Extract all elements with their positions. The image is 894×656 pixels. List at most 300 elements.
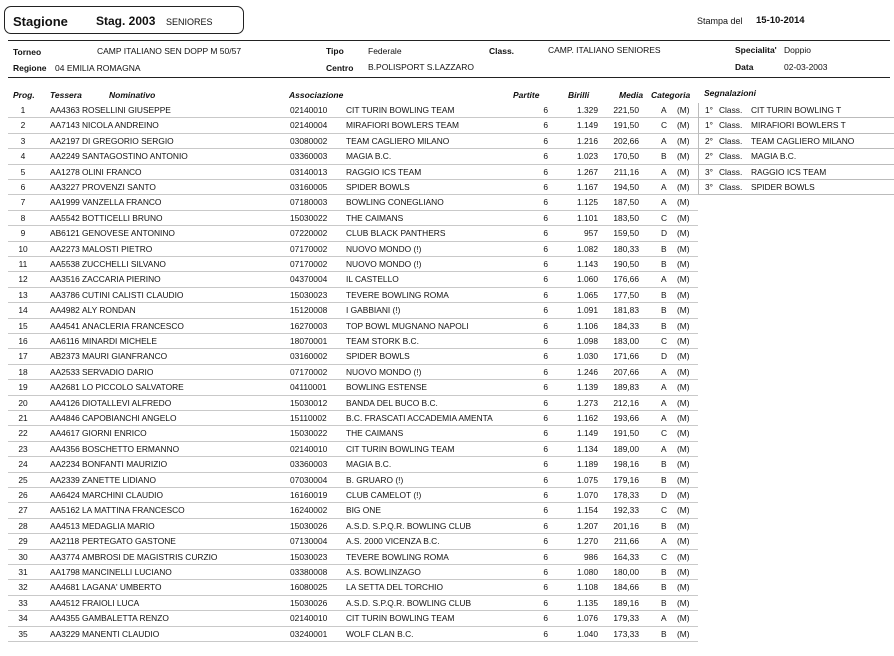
table-row xyxy=(0,288,894,303)
cell-media: 171,66 xyxy=(613,351,639,362)
cell-tessera: AA4355 xyxy=(50,613,80,624)
cell-partite: 6 xyxy=(543,505,548,516)
centro-value: B.POLISPORT S.LAZZARO xyxy=(368,62,474,72)
stampa-label: Stampa del xyxy=(697,16,743,26)
cell-partite: 6 xyxy=(543,490,548,500)
cell-associazione: CLUB BLACK PANTHERS xyxy=(346,228,446,239)
cell-codice: 03240001 xyxy=(290,628,328,639)
cell-codice: 16240002 xyxy=(290,505,328,516)
cell-codice: 02140010 xyxy=(290,443,328,454)
cell-media: 177,50 xyxy=(613,289,639,300)
segnalazione-label: Class. xyxy=(719,120,743,131)
cell-nominativo: BOTTICELLI BRUNO xyxy=(82,212,163,223)
cell-nominativo: MARCHINI CLAUDIO xyxy=(82,490,163,500)
cell-media: 164,33 xyxy=(613,551,639,562)
cell-nominativo: DI GREGORIO SERGIO xyxy=(82,135,174,146)
table-row xyxy=(0,257,894,272)
cell-sesso: (M) xyxy=(677,305,690,316)
cell-codice: 03360003 xyxy=(290,459,328,470)
segnalazione-team: TEAM CAGLIERO MILANO xyxy=(751,135,855,146)
torneo-label: Torneo xyxy=(13,47,42,57)
table-row xyxy=(0,580,894,595)
cell-prog: 33 xyxy=(18,597,28,608)
cell-codice: 15030026 xyxy=(290,597,328,608)
cell-codice: 04370004 xyxy=(290,274,328,285)
cell-partite: 6 xyxy=(543,597,548,608)
cell-codice: 02140010 xyxy=(290,105,328,115)
cell-nominativo: LA MATTINA FRANCESCO xyxy=(82,505,185,516)
cell-associazione: BOWLING ESTENSE xyxy=(346,382,427,393)
cell-sesso: (M) xyxy=(677,320,690,331)
cell-associazione: A.S. 2000 VICENZA B.C. xyxy=(346,536,440,547)
cell-codice: 15030022 xyxy=(290,428,328,439)
segnalazione-label: Class. xyxy=(719,182,743,192)
cell-sesso: (M) xyxy=(677,120,690,131)
cell-prog: 30 xyxy=(18,551,28,562)
cell-codice: 02140010 xyxy=(290,613,328,624)
table-row xyxy=(0,611,894,626)
cell-birilli: 1.125 xyxy=(577,197,598,208)
cell-associazione: WOLF CLAN B.C. xyxy=(346,628,414,639)
cell-sesso: (M) xyxy=(677,597,690,608)
cell-prog: 32 xyxy=(18,582,28,593)
cell-sesso: (M) xyxy=(677,212,690,223)
cell-nominativo: MEDAGLIA MARIO xyxy=(82,520,155,531)
cell-media: 180,33 xyxy=(613,243,639,254)
cell-associazione: BANDA DEL BUCO B.C. xyxy=(346,397,438,408)
cell-associazione: SPIDER BOWLS xyxy=(346,351,410,362)
cell-codice: 16160019 xyxy=(290,490,328,500)
cell-associazione: B.C. FRASCATI ACCADEMIA AMENTA xyxy=(346,413,493,423)
cell-nominativo: LO PICCOLO SALVATORE xyxy=(82,382,184,393)
info-rule xyxy=(8,77,890,78)
cell-tessera: AA4513 xyxy=(50,520,80,531)
cell-prog: 19 xyxy=(18,382,28,393)
cell-codice: 03360003 xyxy=(290,151,328,162)
col-tessera: Tessera xyxy=(50,90,82,100)
table-row xyxy=(0,442,894,457)
cell-media: 202,66 xyxy=(613,135,639,146)
col-associazione: Associazione xyxy=(289,90,344,100)
cell-associazione: CIT TURIN BOWLING TEAM xyxy=(346,443,455,454)
cell-codice: 15030023 xyxy=(290,551,328,562)
cell-media: 179,33 xyxy=(613,613,639,624)
cell-birilli: 1.040 xyxy=(577,628,598,639)
table-row xyxy=(0,226,894,241)
cell-sesso: (M) xyxy=(677,582,690,593)
cell-sesso: (M) xyxy=(677,351,690,362)
cell-nominativo: MINARDI MICHELE xyxy=(82,336,157,346)
cell-partite: 6 xyxy=(543,228,548,239)
cell-nominativo: GAMBALETTA RENZO xyxy=(82,613,169,624)
cell-media: 212,16 xyxy=(613,397,639,408)
cell-prog: 29 xyxy=(18,536,28,547)
cell-sesso: (M) xyxy=(677,628,690,639)
cell-birilli: 1.167 xyxy=(577,182,598,192)
segnalazione-item xyxy=(698,149,894,164)
class-value: CAMP. ITALIANO SENIORES xyxy=(548,45,661,55)
cell-categoria: A xyxy=(661,105,667,115)
tipo-value: Federale xyxy=(368,46,402,56)
segnalazione-pos: 1° xyxy=(705,120,714,131)
cell-partite: 6 xyxy=(543,567,548,577)
segnalazione-pos: 2° xyxy=(705,151,714,162)
cell-associazione: BIG ONE xyxy=(346,505,381,516)
cell-sesso: (M) xyxy=(677,336,690,346)
table-row xyxy=(0,396,894,411)
table-row xyxy=(0,242,894,257)
cell-codice: 02140004 xyxy=(290,120,328,131)
segnalazione-team: CIT TURIN BOWLING T xyxy=(751,105,842,115)
cell-birilli: 1.135 xyxy=(577,597,598,608)
cell-prog: 17 xyxy=(18,351,28,362)
cell-tessera: AA4681 xyxy=(50,582,80,593)
cell-media: 211,66 xyxy=(614,536,639,547)
cell-sesso: (M) xyxy=(677,490,690,500)
cell-categoria: A xyxy=(661,397,667,408)
cell-codice: 07170002 xyxy=(290,259,328,269)
cell-sesso: (M) xyxy=(677,243,690,254)
cell-partite: 6 xyxy=(543,366,548,377)
cell-codice: 15030026 xyxy=(290,520,328,531)
cell-partite: 6 xyxy=(543,382,548,393)
cell-birilli: 1.098 xyxy=(577,336,598,346)
cell-categoria: D xyxy=(661,490,668,500)
segnalazione-team: RAGGIO ICS TEAM xyxy=(751,166,827,177)
cell-partite: 6 xyxy=(543,336,548,346)
cell-media: 159,50 xyxy=(613,228,639,239)
cell-partite: 6 xyxy=(543,151,548,162)
cell-tessera: AA4363 xyxy=(50,105,80,115)
cell-media: 183,50 xyxy=(613,212,639,223)
segnalazione-label: Class. xyxy=(719,105,743,115)
cell-tessera: AA3227 xyxy=(50,182,80,192)
cell-tessera: AA4846 xyxy=(50,413,80,423)
cell-categoria: A xyxy=(661,182,667,192)
cell-media: 179,16 xyxy=(613,474,639,485)
cell-prog: 35 xyxy=(18,628,28,639)
table-row xyxy=(0,272,894,287)
cell-media: 178,33 xyxy=(613,490,639,500)
cell-partite: 6 xyxy=(543,305,548,316)
cell-media: 211,16 xyxy=(614,166,639,177)
cell-codice: 15030023 xyxy=(290,289,328,300)
cell-media: 176,66 xyxy=(613,274,639,285)
cell-partite: 6 xyxy=(543,182,548,192)
cell-categoria: B xyxy=(661,459,667,470)
cell-media: 192,33 xyxy=(613,505,639,516)
cell-nominativo: SERVADIO DARIO xyxy=(82,366,154,377)
cell-codice: 07170002 xyxy=(290,243,328,254)
cell-tessera: AA2533 xyxy=(50,366,80,377)
cell-sesso: (M) xyxy=(677,413,690,423)
cell-codice: 07170002 xyxy=(290,366,328,377)
cell-birilli: 1.273 xyxy=(577,397,598,408)
cell-sesso: (M) xyxy=(677,551,690,562)
cell-media: 170,50 xyxy=(613,151,639,162)
cell-prog: 8 xyxy=(20,212,26,223)
specialita-value: Doppio xyxy=(784,45,811,55)
cell-sesso: (M) xyxy=(677,505,690,516)
table-row xyxy=(0,534,894,549)
cell-media: 207,66 xyxy=(613,366,639,377)
table-row xyxy=(0,195,894,210)
cell-categoria: A xyxy=(661,536,667,547)
cell-partite: 6 xyxy=(543,459,548,470)
segnalazione-item xyxy=(698,165,894,180)
cell-nominativo: MALOSTI PIETRO xyxy=(82,243,153,254)
cell-prog: 21 xyxy=(18,413,28,423)
cell-tessera: AA4512 xyxy=(50,597,80,608)
cell-prog: 16 xyxy=(18,336,28,346)
cell-birilli: 1.108 xyxy=(577,582,598,593)
col-prog: Prog. xyxy=(13,90,35,100)
cell-nominativo: SANTAGOSTINO ANTONIO xyxy=(82,151,188,162)
cell-birilli: 1.216 xyxy=(577,135,598,146)
cell-birilli: 1.082 xyxy=(577,243,598,254)
cell-tessera: AA4541 xyxy=(50,320,80,331)
cell-categoria: B xyxy=(661,243,667,254)
cell-partite: 6 xyxy=(543,259,548,269)
cell-birilli: 1.080 xyxy=(577,567,598,577)
cell-prog: 15 xyxy=(18,320,28,331)
cell-nominativo: GIORNI ENRICO xyxy=(82,428,147,439)
cell-nominativo: DIOTALLEVI ALFREDO xyxy=(82,397,172,408)
cell-codice: 03080002 xyxy=(290,135,328,146)
cell-nominativo: MAURI GIANFRANCO xyxy=(82,351,168,362)
cell-tessera: AA1278 xyxy=(50,166,80,177)
data-label: Data xyxy=(735,62,754,72)
cell-categoria: B xyxy=(661,259,667,269)
cell-associazione: TOP BOWL MUGNANO NAPOLI xyxy=(346,320,469,331)
cell-tessera: AA5542 xyxy=(50,212,80,223)
table-row xyxy=(0,319,894,334)
cell-birilli: 1.134 xyxy=(577,443,598,454)
cell-prog: 28 xyxy=(18,520,28,531)
cell-nominativo: ANACLERIA FRANCESCO xyxy=(82,320,184,331)
cell-categoria: B xyxy=(661,520,667,531)
cell-codice: 04110001 xyxy=(290,382,327,393)
cell-sesso: (M) xyxy=(677,289,690,300)
cell-sesso: (M) xyxy=(677,228,690,239)
class-label: Class. xyxy=(489,46,515,56)
cell-sesso: (M) xyxy=(677,536,690,547)
cell-partite: 6 xyxy=(543,274,548,285)
segnalazione-team: MIRAFIORI BOWLERS T xyxy=(751,120,846,131)
cell-sesso: (M) xyxy=(677,428,690,439)
cell-codice: 03160005 xyxy=(290,182,328,192)
stagione-label: Stagione xyxy=(13,14,68,29)
cell-tessera: AA5538 xyxy=(50,259,80,269)
segnalazione-label: Class. xyxy=(719,135,743,146)
cell-prog: 26 xyxy=(18,490,28,500)
cell-categoria: B xyxy=(661,320,667,331)
cell-associazione: TEAM CAGLIERO MILANO xyxy=(346,135,450,146)
cell-birilli: 1.207 xyxy=(577,520,598,531)
cell-partite: 6 xyxy=(543,289,548,300)
cell-associazione: A.S.D. S.P.Q.R. BOWLING CLUB xyxy=(346,520,472,531)
cell-partite: 6 xyxy=(543,551,548,562)
cell-categoria: B xyxy=(661,597,667,608)
cell-nominativo: CUTINI CALISTI CLAUDIO xyxy=(82,289,184,300)
cell-associazione: B. GRUARO (!) xyxy=(346,474,404,485)
cell-prog: 7 xyxy=(20,197,26,208)
cell-tessera: AA2249 xyxy=(50,151,80,162)
cell-birilli: 1.149 xyxy=(577,120,598,131)
specialita-label: Specialita' xyxy=(735,45,777,55)
cell-categoria: B xyxy=(661,289,667,300)
segnalazione-item xyxy=(698,118,894,133)
cell-associazione: THE CAIMANS xyxy=(346,212,404,223)
cell-categoria: B xyxy=(661,582,667,593)
cell-associazione: CIT TURIN BOWLING TEAM xyxy=(346,613,455,624)
cell-partite: 6 xyxy=(543,413,548,423)
table-row xyxy=(0,334,894,349)
cell-sesso: (M) xyxy=(677,520,690,531)
cell-sesso: (M) xyxy=(677,182,690,192)
cell-sesso: (M) xyxy=(677,259,690,269)
cell-tessera: AA4126 xyxy=(50,397,80,408)
cell-birilli: 1.030 xyxy=(577,351,598,362)
table-row xyxy=(0,411,894,426)
cell-tessera: AB2373 xyxy=(50,351,80,362)
cell-sesso: (M) xyxy=(677,135,690,146)
col-media: Media xyxy=(619,90,644,100)
centro-label: Centro xyxy=(326,63,354,73)
cell-codice: 15120008 xyxy=(290,305,328,316)
cell-media: 181,83 xyxy=(613,305,639,316)
cell-nominativo: NICOLA ANDREINO xyxy=(82,120,159,131)
cell-birilli: 1.076 xyxy=(577,613,598,624)
cell-tessera: AA2118 xyxy=(50,536,80,547)
stagione-desc: SENIORES xyxy=(166,17,213,27)
cell-prog: 14 xyxy=(18,305,28,316)
cell-prog: 5 xyxy=(20,166,26,177)
cell-partite: 6 xyxy=(543,613,548,624)
cell-associazione: A.S. BOWLINZAGO xyxy=(346,567,421,577)
cell-associazione: NUOVO MONDO (!) xyxy=(346,366,422,377)
table-row xyxy=(0,596,894,611)
cell-categoria: C xyxy=(661,212,668,223)
cell-nominativo: LAGANA' UMBERTO xyxy=(82,582,162,593)
cell-prog: 3 xyxy=(20,135,26,146)
cell-codice: 16270003 xyxy=(290,320,328,331)
data-value: 02-03-2003 xyxy=(784,62,828,72)
segnalazione-item xyxy=(698,134,894,149)
cell-media: 201,16 xyxy=(613,520,639,531)
table-row xyxy=(0,519,894,534)
cell-birilli: 1.091 xyxy=(577,305,598,316)
cell-prog: 4 xyxy=(20,151,26,162)
cell-categoria: A xyxy=(661,135,667,146)
cell-nominativo: ZANETTE LIDIANO xyxy=(82,474,156,485)
cell-birilli: 986 xyxy=(584,551,598,562)
cell-birilli: 1.154 xyxy=(577,505,598,516)
cell-tessera: AA3229 xyxy=(50,628,80,639)
cell-associazione: LA SETTA DEL TORCHIO xyxy=(346,582,443,593)
table-row xyxy=(0,503,894,518)
cell-birilli: 1.075 xyxy=(577,474,598,485)
cell-nominativo: MANENTI CLAUDIO xyxy=(82,628,160,639)
cell-codice: 16080025 xyxy=(290,582,328,593)
cell-tessera: AA1999 xyxy=(50,197,80,208)
cell-associazione: MAGIA B.C. xyxy=(346,459,392,470)
cell-partite: 6 xyxy=(543,351,548,362)
cell-tessera: AA4356 xyxy=(50,443,80,454)
cell-partite: 6 xyxy=(543,320,548,331)
segnalazione-team: SPIDER BOWLS xyxy=(751,182,815,192)
cell-codice: 03160002 xyxy=(290,351,328,362)
cell-categoria: D xyxy=(661,351,668,362)
cell-associazione: MIRAFIORI BOWLERS TEAM xyxy=(346,120,459,131)
cell-prog: 11 xyxy=(18,259,28,269)
cell-categoria: A xyxy=(661,613,667,624)
table-row xyxy=(0,488,894,503)
table-row xyxy=(0,380,894,395)
segnalazione-pos: 3° xyxy=(705,166,714,177)
cell-prog: 23 xyxy=(18,443,28,454)
cell-nominativo: BOSCHETTO ERMANNO xyxy=(82,443,180,454)
cell-birilli: 1.246 xyxy=(577,366,598,377)
segnalazione-pos: 3° xyxy=(705,182,714,192)
cell-media: 189,83 xyxy=(613,382,639,393)
header-rule xyxy=(8,40,890,41)
cell-tessera: AA1798 xyxy=(50,567,80,577)
cell-media: 194,50 xyxy=(613,182,639,192)
cell-prog: 2 xyxy=(20,120,26,131)
col-segnalazioni: Segnalazioni xyxy=(704,88,756,98)
cell-prog: 24 xyxy=(18,459,28,470)
cell-nominativo: OLINI FRANCO xyxy=(82,166,142,177)
cell-categoria: B xyxy=(661,474,667,485)
cell-sesso: (M) xyxy=(677,474,690,485)
segnalazione-pos: 1° xyxy=(705,105,714,115)
cell-categoria: B xyxy=(661,628,667,639)
cell-sesso: (M) xyxy=(677,397,690,408)
cell-nominativo: VANZELLA FRANCO xyxy=(82,197,162,208)
cell-birilli: 1.101 xyxy=(577,212,598,223)
cell-media: 189,16 xyxy=(613,597,639,608)
cell-birilli: 1.143 xyxy=(577,259,598,269)
cell-prog: 18 xyxy=(18,366,28,377)
cell-birilli: 1.106 xyxy=(577,320,598,331)
stagione-value: Stag. 2003 xyxy=(96,14,156,28)
cell-sesso: (M) xyxy=(677,151,690,162)
cell-categoria: B xyxy=(661,567,667,577)
table-row xyxy=(0,565,894,580)
cell-birilli: 957 xyxy=(584,228,598,239)
cell-codice: 18070001 xyxy=(290,336,328,346)
col-categoria: Categoria xyxy=(651,90,691,100)
cell-sesso: (M) xyxy=(677,166,690,177)
cell-media: 191,50 xyxy=(613,428,639,439)
cell-associazione: NUOVO MONDO (!) xyxy=(346,259,422,269)
cell-media: 198,16 xyxy=(613,459,639,470)
cell-media: 184,66 xyxy=(613,582,639,593)
cell-birilli: 1.023 xyxy=(577,151,598,162)
cell-codice: 15110002 xyxy=(290,413,327,423)
table-row xyxy=(0,627,894,642)
segnalazione-item xyxy=(698,180,894,195)
cell-media: 191,50 xyxy=(613,120,639,131)
cell-associazione: THE CAIMANS xyxy=(346,428,404,439)
cell-birilli: 1.139 xyxy=(577,382,598,393)
table-row xyxy=(0,349,894,364)
cell-nominativo: PROVENZI SANTO xyxy=(82,182,156,192)
table-row xyxy=(0,473,894,488)
cell-tessera: AA3774 xyxy=(50,551,80,562)
cell-categoria: A xyxy=(661,274,667,285)
